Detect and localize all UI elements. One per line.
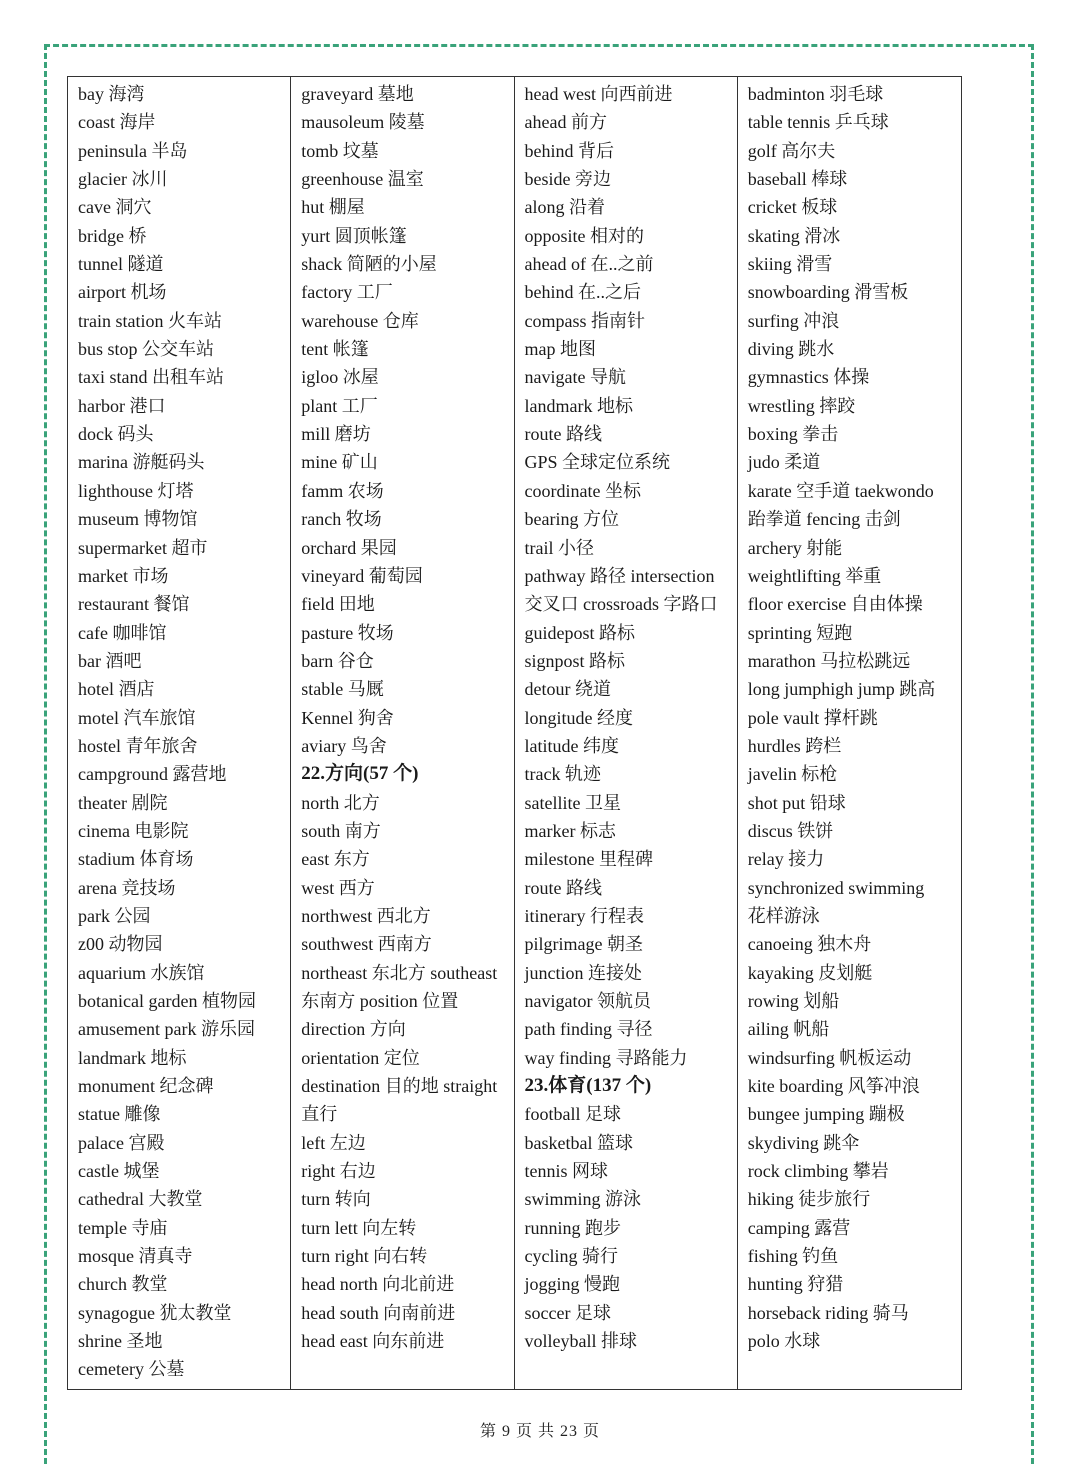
vocab-entry: theater 剧院 bbox=[78, 792, 168, 813]
vocab-entry: skating 滑冰 bbox=[747, 225, 841, 246]
vocab-entry: opposite 相对的 bbox=[524, 225, 644, 246]
vocabulary-column-4 bbox=[738, 77, 961, 1389]
vocab-entry: cricket 板球 bbox=[747, 197, 838, 218]
vocab-entry: synchronized swimming bbox=[747, 877, 925, 898]
vocab-entry: basketbal 篮球 bbox=[524, 1132, 633, 1153]
vocab-entry: hut 棚屋 bbox=[301, 197, 365, 218]
vocab-entry: greenhouse 温室 bbox=[301, 169, 424, 190]
vocab-entry: Kennel 狗舍 bbox=[301, 707, 394, 728]
vocab-entry: hotel 酒店 bbox=[78, 679, 155, 700]
vocab-entry: horseback riding 骑马 bbox=[747, 1302, 909, 1323]
vocab-entry: taxi stand 出租车站 bbox=[78, 367, 224, 388]
vocab-entry: skydiving 跳伞 bbox=[747, 1132, 860, 1153]
vocab-entry: itinerary 行程表 bbox=[524, 905, 644, 926]
vocab-entry: z00 动物园 bbox=[78, 934, 163, 955]
vocab-entry: northwest 西北方 bbox=[301, 905, 431, 926]
vocab-entry: discus 铁饼 bbox=[747, 820, 834, 841]
vocab-entry: orientation 定位 bbox=[301, 1047, 420, 1068]
vocab-entry: beside 旁边 bbox=[524, 169, 611, 190]
vocab-entry: along 沿着 bbox=[524, 197, 605, 218]
vocab-entry: ahead of 在..之前 bbox=[524, 254, 654, 275]
vocab-entry: harbor 港口 bbox=[78, 395, 166, 416]
vocab-entry: bearing 方位 bbox=[524, 509, 619, 530]
vocab-entry: detour 绕道 bbox=[524, 679, 611, 700]
vocab-entry: dock 码头 bbox=[78, 424, 154, 445]
vocab-entry: kayaking 皮划艇 bbox=[747, 962, 873, 983]
vocab-entry: aviary 鸟舍 bbox=[301, 735, 387, 756]
vocab-entry: right 右边 bbox=[301, 1161, 376, 1182]
vocab-entry: way finding 寻路能力 bbox=[524, 1047, 688, 1068]
vocab-entry: behind 在..之后 bbox=[524, 282, 641, 303]
vocab-entry: polo 水球 bbox=[747, 1331, 821, 1352]
vocab-entry: museum 博物馆 bbox=[78, 509, 198, 530]
vocab-entry: stable 马厩 bbox=[301, 679, 384, 700]
vocab-entry: supermarket 超市 bbox=[78, 537, 208, 558]
vocab-entry: judo 柔道 bbox=[747, 452, 821, 473]
vocab-entry: long jumphigh jump 跳高 bbox=[747, 679, 936, 700]
vocab-entry: mausoleum 陵墓 bbox=[301, 112, 425, 133]
vocab-entry: junction 连接处 bbox=[524, 962, 642, 983]
vocab-entry: head east 向东前进 bbox=[301, 1331, 445, 1352]
vocab-entry: market 市场 bbox=[78, 565, 169, 586]
vocabulary-column-2 bbox=[291, 77, 514, 1389]
vocab-entry: bungee jumping 蹦极 bbox=[747, 1104, 905, 1125]
vocab-entry: boxing 拳击 bbox=[747, 424, 839, 445]
vocab-entry: cinema 电影院 bbox=[78, 820, 189, 841]
vocab-entry: latitude 纬度 bbox=[524, 735, 619, 756]
vocab-entry: soccer 足球 bbox=[524, 1302, 611, 1323]
vocab-entry: bus stop 公交车站 bbox=[78, 339, 215, 360]
vocab-entry: table tennis 乒乓球 bbox=[747, 112, 889, 133]
vocab-entry: plant 工厂 bbox=[301, 395, 378, 416]
vocab-entry: archery 射能 bbox=[747, 537, 843, 558]
vocab-entry: weightlifting 举重 bbox=[747, 565, 882, 586]
vocab-entry: navigator 领航员 bbox=[524, 991, 651, 1011]
vocab-entry: botanical garden 植物园 bbox=[78, 991, 256, 1011]
vocab-entry: bay 海湾 bbox=[78, 84, 145, 104]
vocab-entry: 花样游泳 bbox=[747, 905, 820, 926]
vocab-entry: ahead 前方 bbox=[524, 112, 607, 133]
vocabulary-column-1 bbox=[68, 77, 291, 1389]
vocab-entry: compass 指南针 bbox=[524, 310, 645, 331]
vocab-entry: destination 目的地 straight bbox=[301, 1076, 498, 1097]
vocab-entry: arena 竞技场 bbox=[78, 877, 176, 898]
vocab-entry: route 路线 bbox=[524, 877, 602, 898]
vocab-entry: 跆拳道 fencing 击剑 bbox=[747, 509, 901, 530]
vocab-entry: shot put 铅球 bbox=[747, 792, 846, 813]
vocab-entry: cemetery 公墓 bbox=[78, 1359, 185, 1380]
vocab-entry: landmark 地标 bbox=[78, 1047, 187, 1068]
vocab-entry: park 公园 bbox=[78, 905, 151, 926]
vocab-entry: ailing 帆船 bbox=[747, 1019, 830, 1040]
vocab-entry: northeast 东北方 southeast bbox=[301, 962, 498, 983]
vocab-entry: lighthouse 灯塔 bbox=[78, 480, 194, 501]
vocab-entry: south 南方 bbox=[301, 820, 381, 841]
vocab-entry: swimming 游泳 bbox=[524, 1189, 642, 1210]
section-heading: 23.体育(137 个) bbox=[524, 1075, 652, 1097]
vocab-entry: canoeing 独木舟 bbox=[747, 934, 872, 955]
vocab-entry: tomb 坟墓 bbox=[301, 140, 379, 161]
page-number: 第 9 页 共 23 页 bbox=[479, 1423, 600, 1440]
vocab-entry: navigate 导航 bbox=[524, 367, 626, 388]
vocabulary-column-3 bbox=[515, 77, 738, 1389]
vocab-entry: pole vault 撑杆跳 bbox=[747, 707, 878, 728]
vocab-entry: trail 小径 bbox=[524, 537, 594, 558]
vocab-entry: famm 农场 bbox=[301, 480, 384, 501]
vocab-entry: behind 背后 bbox=[524, 140, 614, 161]
vocab-entry: floor exercise 自由体操 bbox=[747, 594, 923, 615]
vocab-entry: volleyball 排球 bbox=[524, 1331, 637, 1352]
vocab-entry: camping 露营 bbox=[747, 1217, 851, 1238]
vocab-entry: synagogue 犹太教堂 bbox=[78, 1302, 232, 1323]
vocab-entry: mosque 清真寺 bbox=[78, 1246, 193, 1267]
vocab-entry: amusement park 游乐园 bbox=[78, 1019, 255, 1040]
vocab-entry: skiing 滑雪 bbox=[747, 254, 833, 275]
vocab-entry: sprinting 短跑 bbox=[747, 622, 853, 643]
vocab-entry: temple 寺庙 bbox=[78, 1217, 168, 1238]
vocab-entry: head north 向北前进 bbox=[301, 1274, 455, 1295]
vocab-entry: hostel 青年旅舍 bbox=[78, 735, 198, 756]
vocab-entry: kite boarding 风筝冲浪 bbox=[747, 1076, 920, 1097]
vocab-entry: monument 纪念碑 bbox=[78, 1076, 214, 1097]
vocab-entry: shrine 圣地 bbox=[78, 1331, 163, 1352]
vocab-entry: route 路线 bbox=[524, 424, 602, 445]
vocab-entry: rowing 划船 bbox=[747, 991, 840, 1011]
vocab-entry: 直行 bbox=[301, 1104, 338, 1125]
vocab-entry: aquarium 水族馆 bbox=[78, 962, 205, 983]
vocabulary-table bbox=[67, 76, 962, 1390]
vocab-entry: stadium 体育场 bbox=[78, 849, 194, 870]
vocab-entry: surfing 冲浪 bbox=[747, 310, 840, 331]
vocab-entry: restaurant 餐馆 bbox=[78, 594, 190, 615]
vocab-entry: field 田地 bbox=[301, 594, 375, 615]
vocab-entry: igloo 冰屋 bbox=[301, 367, 379, 388]
vocab-entry: hiking 徒步旅行 bbox=[747, 1189, 871, 1210]
vocab-entry: yurt 圆顶帐篷 bbox=[301, 225, 407, 246]
vocab-entry: rock climbing 攀岩 bbox=[747, 1161, 889, 1182]
vocab-entry: cafe 咖啡馆 bbox=[78, 622, 167, 643]
vocab-entry: factory 工厂 bbox=[301, 282, 393, 303]
vocab-entry: direction 方向 bbox=[301, 1019, 406, 1040]
vocab-entry: castle 城堡 bbox=[78, 1161, 160, 1182]
vocab-entry: north 北方 bbox=[301, 792, 380, 813]
vocab-entry: running 跑步 bbox=[524, 1217, 621, 1238]
vocab-entry: campground 露营地 bbox=[78, 764, 227, 785]
vocab-entry: southwest 西南方 bbox=[301, 934, 432, 955]
vocab-entry: glacier 冰川 bbox=[78, 169, 168, 190]
vocab-entry: track 轨迹 bbox=[524, 764, 601, 785]
vocab-entry: milestone 里程碑 bbox=[524, 849, 653, 870]
vocab-entry: longitude 经度 bbox=[524, 707, 633, 728]
vocab-entry: statue 雕像 bbox=[78, 1104, 161, 1125]
vocab-entry: javelin 标枪 bbox=[747, 764, 838, 785]
vocab-entry: jogging 慢跑 bbox=[524, 1274, 621, 1295]
vocab-entry: barn 谷仓 bbox=[301, 650, 374, 671]
vocab-entry: coordinate 坐标 bbox=[524, 480, 641, 501]
vocab-entry: tunnel 隧道 bbox=[78, 254, 164, 275]
vocab-entry: relay 接力 bbox=[747, 849, 825, 870]
vocab-entry: shack 简陋的小屋 bbox=[301, 254, 437, 275]
vocab-entry: diving 跳水 bbox=[747, 339, 835, 360]
vocab-entry: football 足球 bbox=[524, 1104, 621, 1125]
vocab-entry: coast 海岸 bbox=[78, 112, 156, 133]
vocab-entry: warehouse 仓库 bbox=[301, 310, 419, 331]
vocab-entry: west 西方 bbox=[301, 877, 375, 898]
vocab-entry: marina 游艇码头 bbox=[78, 452, 205, 473]
vocab-entry: satellite 卫星 bbox=[524, 792, 621, 813]
vocab-entry: 交叉口 crossroads 字路口 bbox=[524, 594, 718, 615]
vocab-entry: airport 机场 bbox=[78, 282, 167, 303]
vocab-entry: palace 宫殿 bbox=[78, 1132, 165, 1153]
vocab-entry: left 左边 bbox=[301, 1132, 366, 1153]
vocab-entry: GPS 全球定位系统 bbox=[524, 452, 671, 473]
vocab-entry: wrestling 摔跤 bbox=[747, 395, 856, 416]
vocab-entry: landmark 地标 bbox=[524, 395, 633, 416]
vocab-entry: fishing 钓鱼 bbox=[747, 1246, 839, 1267]
vocab-entry: guidepost 路标 bbox=[524, 622, 635, 643]
vocab-entry: ranch 牧场 bbox=[301, 509, 382, 530]
vocab-entry: pilgrimage 朝圣 bbox=[524, 934, 643, 955]
vocab-entry: cave 洞穴 bbox=[78, 197, 152, 218]
vocab-entry: bar 酒吧 bbox=[78, 650, 142, 671]
vocab-entry: mine 矿山 bbox=[301, 452, 378, 473]
vocab-entry: map 地图 bbox=[524, 339, 596, 360]
vocab-entry: pathway 路径 intersection bbox=[524, 565, 715, 586]
vocab-entry: golf 高尔夫 bbox=[747, 140, 836, 161]
vocab-entry: train station 火车站 bbox=[78, 310, 222, 331]
vocab-entry: graveyard 墓地 bbox=[301, 84, 414, 104]
vocab-entry: hunting 狩猎 bbox=[747, 1274, 844, 1295]
vocab-entry: head south 向南前进 bbox=[301, 1302, 456, 1323]
vocab-entry: path finding 寻径 bbox=[524, 1019, 653, 1040]
vocab-entry: signpost 路标 bbox=[524, 650, 626, 671]
vocab-entry: peninsula 半岛 bbox=[78, 140, 188, 161]
vocab-entry: motel 汽车旅馆 bbox=[78, 707, 196, 728]
vocab-entry: turn lett 向左转 bbox=[301, 1217, 417, 1238]
vocab-entry: tent 帐篷 bbox=[301, 339, 369, 360]
vocab-entry: bridge 桥 bbox=[78, 225, 147, 246]
vocab-entry: badminton 羽毛球 bbox=[747, 84, 884, 104]
vocab-entry: head west 向西前进 bbox=[524, 84, 673, 104]
vocab-entry: mill 磨坊 bbox=[301, 424, 371, 445]
vocab-entry: marathon 马拉松跳远 bbox=[747, 650, 911, 671]
vocab-entry: 东南方 position 位置 bbox=[301, 991, 459, 1011]
vocab-entry: vineyard 葡萄园 bbox=[301, 565, 423, 586]
vocab-entry: tennis 网球 bbox=[524, 1161, 608, 1182]
vocab-entry: pasture 牧场 bbox=[301, 622, 394, 643]
vocab-entry: cycling 骑行 bbox=[524, 1246, 618, 1267]
vocab-entry: windsurfing 帆板运动 bbox=[747, 1047, 912, 1068]
vocab-entry: gymnastics 体操 bbox=[747, 367, 870, 388]
vocab-entry: cathedral 大教堂 bbox=[78, 1189, 203, 1210]
vocab-entry: karate 空手道 taekwondo bbox=[747, 480, 934, 501]
vocab-entry: baseball 棒球 bbox=[747, 169, 848, 190]
vocab-entry: turn right 向右转 bbox=[301, 1246, 428, 1267]
vocab-entry: east 东方 bbox=[301, 849, 370, 870]
section-heading: 22.方向(57 个) bbox=[301, 763, 419, 785]
vocab-entry: church 教堂 bbox=[78, 1274, 168, 1295]
vocab-entry: marker 标志 bbox=[524, 820, 616, 841]
vocab-entry: hurdles 跨栏 bbox=[747, 735, 842, 756]
vocab-entry: orchard 果园 bbox=[301, 537, 397, 558]
vocab-entry: snowboarding 滑雪板 bbox=[747, 282, 909, 303]
vocab-entry: turn 转向 bbox=[301, 1189, 371, 1210]
